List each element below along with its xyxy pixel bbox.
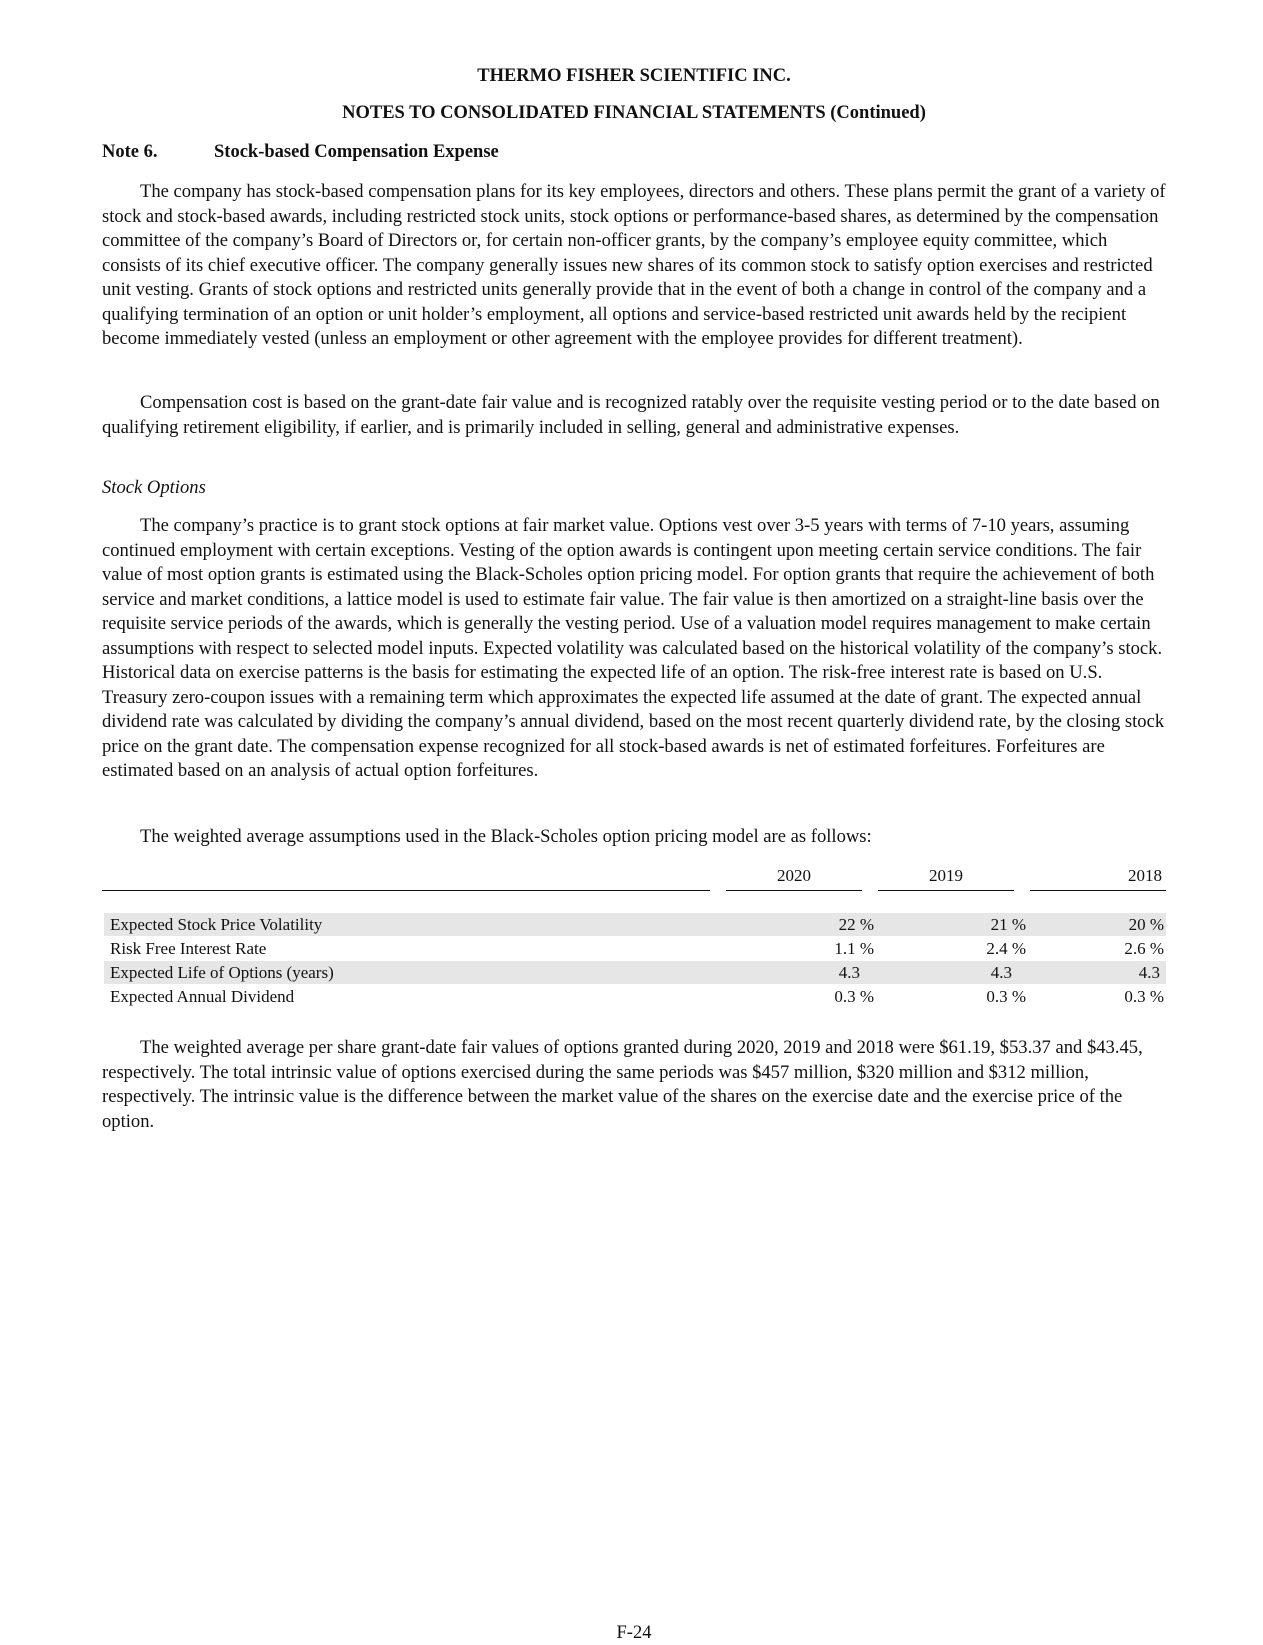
row-label: Expected Annual Dividend [110, 987, 295, 1006]
cell-value: 22 % [838, 915, 874, 934]
subheading-stock-options: Stock Options [102, 477, 206, 498]
column-header-2019: 2019 [929, 866, 963, 885]
cell-value: 2.4 % [986, 939, 1026, 958]
column-header-2018: 2018 [1128, 866, 1162, 885]
note-heading [102, 141, 499, 163]
page-number: F-24 [616, 1623, 652, 1643]
row-label: Risk Free Interest Rate [110, 939, 267, 958]
cell-value: 0.3 % [986, 987, 1026, 1006]
paragraph-compensation-cost: Compensation cost is based on the grant-date fair value and is recognized ratably over the requisite vesting period or to the date based on qualifying retirement eligibility, if earlier, and is primarily included in selling, general and administrative expenses. [102, 392, 1160, 438]
table-header-rule [1030, 890, 1166, 891]
cell-value: 2.6 % [1124, 939, 1164, 958]
cell-value: 1.1 % [834, 939, 874, 958]
row-label: Expected Life of Options (years) [110, 963, 334, 982]
cell-value: 0.3 % [1124, 987, 1164, 1006]
note-number: Note 6. [102, 142, 158, 162]
row-label: Expected Stock Price Volatility [110, 915, 323, 934]
column-header-2020: 2020 [777, 866, 811, 885]
cell-value: 4.3 [990, 963, 1012, 982]
cell-value: 20 % [1128, 915, 1164, 934]
note-title: Stock-based Compensation Expense [214, 142, 499, 162]
paragraph-assumptions-intro: The weighted average assumptions used in the Black-Scholes option pricing model are as follows: [140, 826, 872, 847]
cell-value: 0.3 % [834, 987, 874, 1006]
table-row [104, 985, 1166, 1008]
company-name: THERMO FISHER SCIENTIFIC INC. [477, 66, 791, 86]
table-row [104, 937, 1166, 960]
table-header-rule [878, 890, 1014, 891]
cell-value: 4.3 [838, 963, 860, 982]
paragraph-plans: The company has stock-based compensation plans for its key employees, directors and others. These plans permit the grant of a variety of stock and stock-based awards, including restricted stock units, stock options or performance-based shares, as determined by the compensation committee of the company’s Board of Directors or, for certain non-officer grants, by the company’s employee equity committee, which consists of its chief executive officer. The company generally issues new shares of its common stock to satisfy option exercises and restricted unit vesting. Grants of stock options and restricted units generally provide that in the event of both a change in control of the company and a qualifying termination of an option or unit holder’s employment, all options and service-based restricted unit awards held by the recipient become immediately vested (unless an employment or other agreement with the employee provides for different treatment). [102, 181, 1166, 349]
section-subtitle: NOTES TO CONSOLIDATED FINANCIAL STATEMENTS (Continued) [342, 103, 926, 123]
cell-value: 4.3 [1138, 963, 1160, 982]
cell-value: 21 % [990, 915, 1026, 934]
paragraph-fair-values: The weighted average per share grant-date fair values of options granted during 2020, 2019 and 2018 were $61.19, $53.37 and $43.45, respectively. The total intrinsic value of options exercised during the same periods was $457 million, $320 million and $312 million, respectively. The intrinsic value is the difference between the market value of the shares on the exercise date and the exercise price of the option. [102, 1037, 1143, 1132]
table-row [104, 961, 1166, 984]
table-header-rule [726, 890, 862, 891]
table-row [104, 913, 1166, 936]
table-header-rule [102, 890, 710, 891]
paragraph-stock-option-practice: The company’s practice is to grant stock options at fair market value. Options vest over 3-5 years with terms of 7-10 years, assuming continued employment with certain exceptions. Vesting of the option awards is contingent upon meeting certain service conditions. The fair value of most option grants is estimated using the Black-Scholes option pricing model. For option grants that require the achievement of both service and market conditions, a lattice model is used to estimate fair value. The fair value is then amortized on a straight-line basis over the requisite service periods of the awards, which is generally the vesting period. Use of a valuation model requires management to make certain assumptions with respect to selected model inputs. Expected volatility was calculated based on the historical volatility of the company’s stock. Historical data on exercise patterns is the basis for estimating the expected life of an option. The risk-free interest rate is based on U.S. Treasury zero-coupon issues with a remaining term which approximates the expected life assumed at the date of grant. The expected annual dividend rate was calculated by dividing the company’s annual dividend, based on the most recent quarterly dividend rate, by the closing stock price on the grant date. The compensation expense recognized for all stock-based awards is net of estimated forfeitures. Forfeitures are estimated based on an analysis of actual option forfeitures. [102, 515, 1165, 781]
